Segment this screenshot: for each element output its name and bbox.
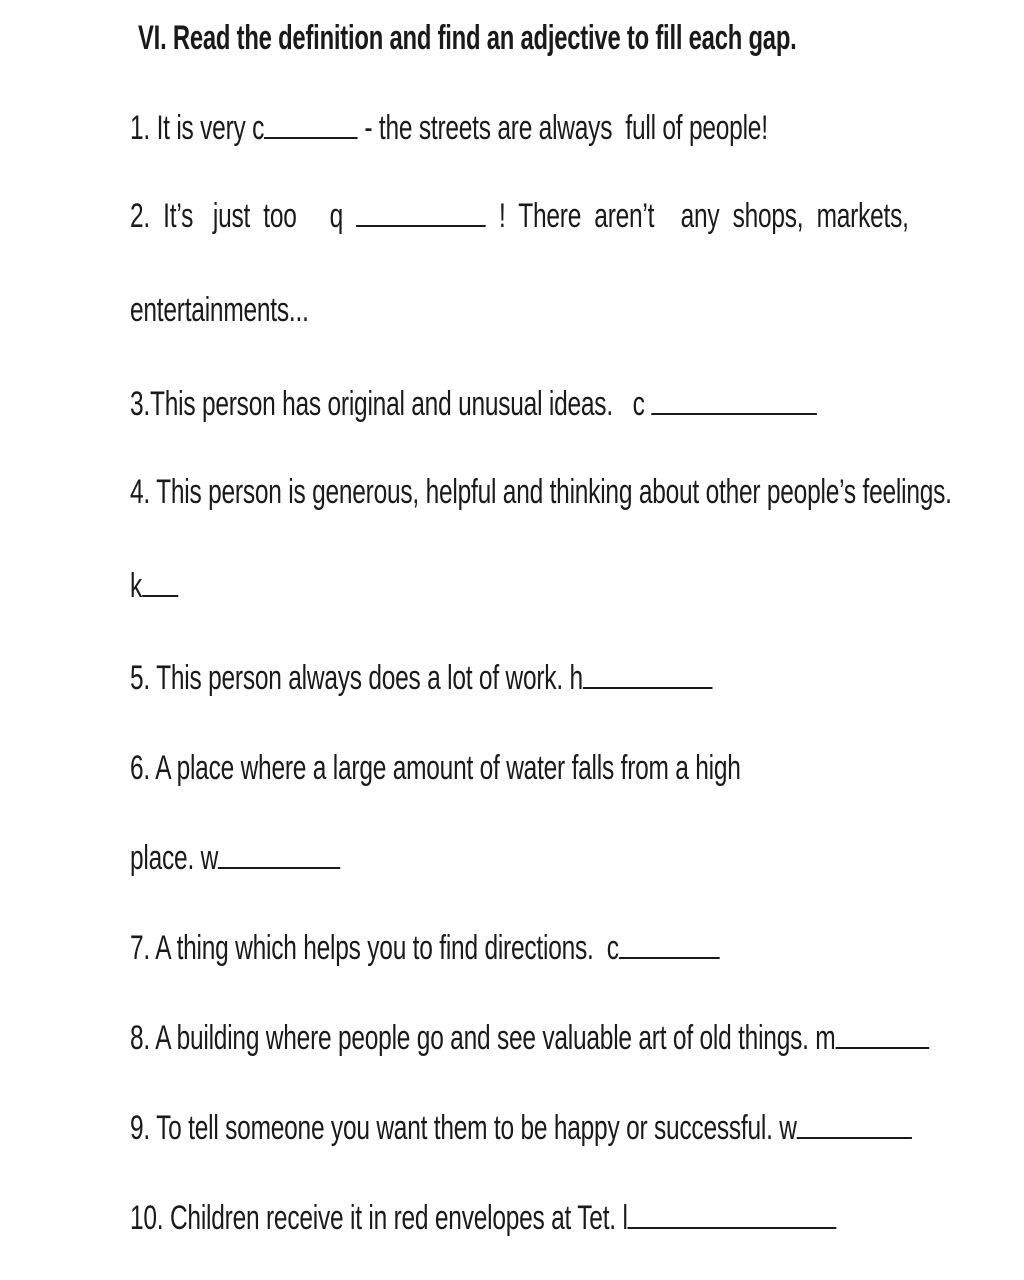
question-2-continuation: entertainments... xyxy=(130,291,309,329)
question-10-text: 10. Children receive it in red envelopes at Tet. l xyxy=(130,1199,628,1237)
question-3-text: 3.This person has original and unusual ideas. c xyxy=(130,385,652,423)
question-2-text: 2. It’s just too q xyxy=(130,197,357,235)
question-6-letter: place. w xyxy=(130,839,219,877)
question-3 xyxy=(130,382,817,426)
question-8-text: 8. A building where people go and see valuable art of old things. m xyxy=(130,1019,836,1057)
answer-blank-7[interactable] xyxy=(619,957,720,959)
answer-blank-10[interactable] xyxy=(628,1227,837,1229)
answer-blank-2[interactable] xyxy=(356,225,486,227)
answer-blank-4[interactable] xyxy=(142,595,178,597)
question-1-rest: - the streets are always full of people! xyxy=(357,109,768,147)
answer-blank-9[interactable] xyxy=(797,1137,912,1139)
question-1 xyxy=(130,106,768,150)
answer-blank-5[interactable] xyxy=(583,687,713,689)
exercise-title: VI. Read the definition and find an adjective to fill each gap. xyxy=(138,19,797,57)
answer-blank-6[interactable] xyxy=(218,867,340,869)
question-8 xyxy=(130,1016,929,1060)
question-9-text: 9. To tell someone you want them to be happy or successful. w xyxy=(130,1109,797,1147)
answer-blank-3[interactable] xyxy=(651,413,817,415)
question-7-text: 7. A thing which helps you to find directions. c xyxy=(130,929,619,967)
question-4-letter: k xyxy=(130,567,143,605)
question-6-continuation xyxy=(130,836,340,880)
question-1-text: 1. It is very c xyxy=(130,109,265,147)
question-5-text: 5. This person always does a lot of work. h xyxy=(130,659,583,697)
question-2-rest: ! There aren’t any shops, markets, xyxy=(485,197,909,235)
answer-blank-8[interactable] xyxy=(835,1047,929,1049)
question-4-continuation xyxy=(130,564,178,608)
question-2 xyxy=(130,194,909,238)
question-4: 4. This person is generous, helpful and thinking about other people’s feelings. xyxy=(130,473,952,511)
question-6: 6. A place where a large amount of water falls from a high xyxy=(130,749,741,787)
question-9 xyxy=(130,1106,912,1150)
answer-blank-1[interactable] xyxy=(264,137,358,139)
question-5 xyxy=(130,656,713,700)
question-7 xyxy=(130,926,720,970)
question-10 xyxy=(130,1196,836,1240)
